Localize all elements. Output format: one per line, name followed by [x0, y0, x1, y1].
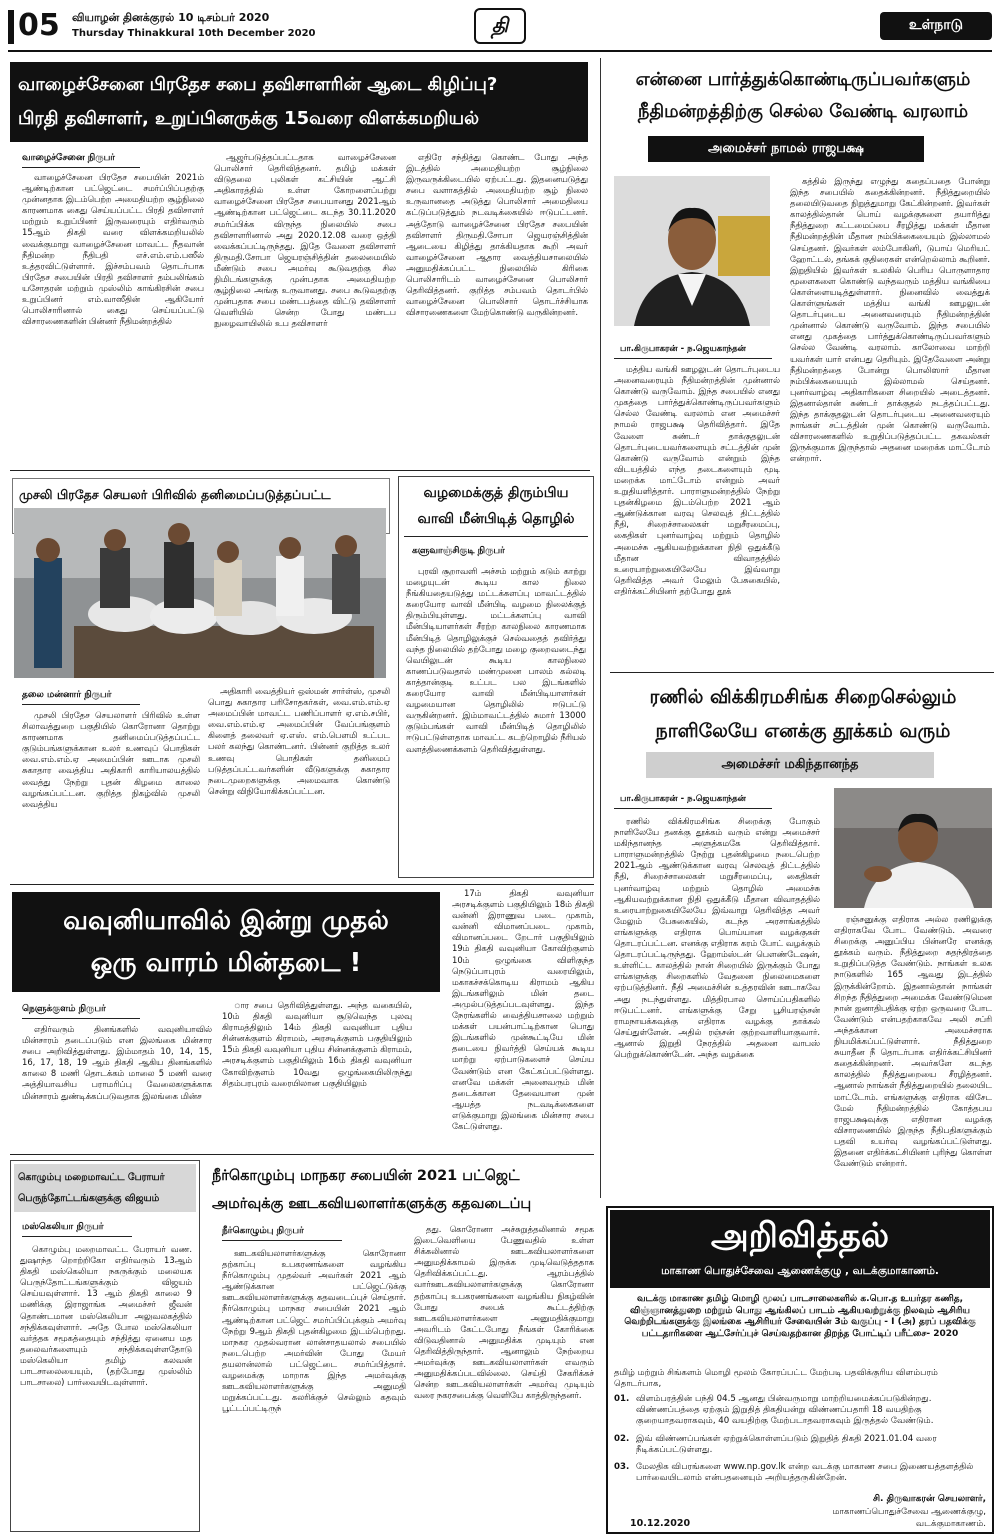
article3-col1: முசலி பிரதேச செயலாளர் பிரிவில் உள்ள சிலாவத்துறை பகுதியில் கொரோனா தொற்று காரணமாக தனிமைப்படுத்தப்பட்ட குடும்பங்களுக்கான உலர் உணவுப் பொதிகள் வை.எம்.எம்.ஏ அமைப்பின் ஊடாக முசலி சுகாதார வைத்திய அதிகாரி காரியாலயத்தில் வைத்து நேற்று புதன் கிழமை காலை வழங்கப்பட்டன. குறித்த நிகழ்வில் முசலி வைத்திய [22, 710, 200, 809]
notice-intro: தமிழ் மற்றும் சிங்களம் மொழி மூலம் கோரப்பட்ட மேற்படி பதவிக்குரிய விளம்பரம் தொடர்பாக, [614, 1368, 938, 1390]
article2-col2: கத்தில் இருந்து எழுந்து கதைப்பதை போன்று இந்த சபையில் கதைக்கின்றனர். நீதித்துறையில் தலையிடுவதை நிறுத்துமாறு கேட்கின்றனர். இவர்கள் காலத்தில்தான் பொய் வழக்குகளை தயாரித்து நீதித்துறை கட்டமைப்பை சீரழித்து மக்கள் மீதான நீதிமன்றத்தின் மீதான நம்பிக்கையையும் இல்லாமல் செய்தனர். இவர்கள் லம்போகினி, டுபாய் மெரியட் ஹோட்டல், தங்கக் குதிரைகள் என்றெல்லாம் கூறினர். இறுதியில் இவர்கள் உலகில் பெரிய பொருளாதார மூளைகளை கொண்டு வந்தவரும் மத்திய வங்கியை கொள்ளையடித்துள்ளார். நினைவில் வைத்துக் கொள்ளுங்கள் மத்திய வங்கி ஊழலுடன் தொடர்புடைய அனைவரையும் நீதிமன்றத்தின் முன்னால் கொண்டு வருவோம். இந்த சபையில் எனது முகத்தை பார்த்துக்கொண்டிருப்பவர்களும் செல்ல வேண்டி வரலாம். காலோவை மாற்றி யவர்கள் யார் என்பது தெரியும். இதேவேளை அன்று நீதிமன்றத்தை போன்று பொலிஸார் மீதான நம்பிக்கையையும் இல்லாமல் செய்தனர். புனர்வாழ்வு அதிகாரிகளை சிறையில் அடைத்தனர். இதனால்தான் சுண்டர் தாக்குதல் நடத்தப்பட்டது. இந்த தாக்குதலுடன் தொடர்புடைய அனைவரையும் நாங்கள் சட்டத்தின் முன் கொண்டு வருவோம். விசாரணைகளில் உறுதிப்படுத்தப்பட்ட தகவல்கள் இருக்குமாக இருந்தால் அதனை மறைக்க மாட்டோம் என்றார். [790, 176, 990, 464]
article6-top-rule [10, 884, 594, 885]
article3-byline-rule [22, 704, 140, 705]
article8-headline [212, 1162, 594, 1218]
article6-col2: ார சபை தெரிவித்துள்ளது. அந்த வகையில், 10ம் திகதி வவுனியா சூடுவெந்த புலவு கிராமத்திலும் 14ம் திகதி வவுனியா புதிய சின்னக்குளம் கிராமம், அரசடிக்குளம் பகுதியிலும் 15ம் திகதி வவுனியா புதிய சின்னக்குளம் கிராமம், அரசடிக்குளம் பகுதியிலும் 16ம் திகதி வவுனியா கோவிற்குளம் 10வது ஒழுங்கையிலிருந்து சிதம்பரபுரம் வரையிலான பகுதியிலும் [222, 1000, 412, 1088]
portrait-icon [834, 788, 992, 908]
article4-headline-line1: வழமைக்குத் திரும்பிய [423, 485, 569, 501]
article8-byline-rule [222, 1240, 342, 1241]
notice-subtitle: மாகாண பொதுச்சேவை ஆணைக்குழு , வடக்குமாகாணம். [661, 1265, 939, 1277]
article7-headline-line1: கொழும்பு மறைமாவட்ட பேராயர் [18, 1172, 165, 1183]
article8-headline-line1: நீர்கொழும்பு மாநகர சபையின் 2021 பட்ஜெட் [212, 1168, 520, 1184]
notice-title: அறிவித்தல் [710, 1216, 890, 1256]
group-photo-icon [14, 508, 386, 678]
food-distribution-photo [14, 508, 386, 678]
article5-headline-line2: நாளிலேயே எனக்கு தூக்கம் வரும் [655, 720, 951, 742]
masthead-rule [8, 50, 992, 52]
article4-headline-rule [404, 536, 588, 537]
article2-headline-line2: நீதிமன்றத்திற்கு செல்ல வேண்டி வரலாம் [637, 101, 969, 122]
article5-subhead [646, 752, 934, 778]
article6-byline-rule [22, 1018, 140, 1019]
article1-headline-line2: பிரதி தவிசாளர், உறுப்பினருக்கு 15வரை விளக்கமறியல் [18, 108, 480, 129]
article3-byline: தலை மன்னார் நிருபர் [22, 690, 112, 700]
article5-subhead-text: அமைச்சர் மகிந்தானந்த [721, 757, 859, 772]
section-label-text: உள்நாடு [908, 17, 964, 33]
article5-headline [612, 680, 994, 748]
notice-header [610, 1210, 990, 1288]
article5-caption-rule [614, 808, 772, 809]
article1-col1: வாழைச்சேனை பிரதேச சபையின் 2021ம் ஆண்டிற்கான பட்ஜெட்டை சமர்ப்பிப்பதற்கு முன்னதாக இடம்பெற்ற அமைதியற்ற சூழ்நிலை காரணமாக கைது செய்யப்பட்ட பிரதி தவிசாளர் மற்றும் உறுப்பினர் இருவரையும் எதிர்வரும் 15ஆம் திகதி வரை விளக்கமறியலில் வைக்குமாறு வாழைச்சேனை மாவட்ட நீதவான் நீதிமன்ற நீதிபதி எச்.எம்.எம்.பஸீல் உத்தரவிட்டுள்ளார். இச்சம்பவம் தொடர்பாக பிரதேச சபையின் பிரதி தவிசாளர் தம்பலிங்கம் யசோதரன் மற்றும் முஸ்லிம் காங்கிரசின் சபை உறுப்பினர் எம்.வாஸீதின் ஆகியோர் பொலிசாரினால் கைது செய்யப்பட்டு விசாரணைகளின் பின்னர் நீதிமன்றத்தில் [22, 172, 204, 327]
article1-headline-line1: வாழைச்சேனை பிரதேச சபை தவிசாளரின் ஆடை கிழிப்பு? [18, 74, 498, 95]
page-number-bar [8, 10, 14, 44]
article7-byline-rule [22, 1236, 132, 1237]
logo-text: தி [491, 12, 509, 37]
notice-item-3-text: மேலதிக விபரங்களை www.np.gov.lk என்ற வடக்கு மாகாண சபை இணையத்தளத்தில் பார்வையிடலாம் என்பதனையும் அறியத்தருகின்றேன். [636, 1462, 974, 1484]
article1-col3: எதிரே சந்தித்து கொண்ட போது அந்த இடத்தில் அமைதியற்ற சூழ்நிலை இருவருக்கிடையில் ஏற்பட்டது. இதனையடுத்து சபை வளாகத்தில் அமைதியற்ற சூழ் நிலை உருவானதை அடுத்து பொலிசார் அமைதியை கட்டுப்படுத்தும் நடவடிக்கையில் ஈடுபட்டனர். அத்தோடு வாழைச்சேனை பிரதேச சபையின் தவிசாளர் திருமதி.சோபா ஜெயரஞ்சித்தின் ஆடையை கிழித்து தாக்கியதாக கூறி அவர் வாழைச்சேனை ஆதார வைத்தியசாலையில் அனுமதிக்கப்பட்ட நிலையில் கிரிகை பொலிசாரிடம் வாழைச்சேனை பொலிசார் தெரிவித்தனர். குறித்த சம்பவம் தொடர்பில் வாழைச்சேனை பொலிசார் தொடர்ச்சியாக விசாரணைகளை மேற்கொண்டு வருகின்றனர். [406, 152, 588, 318]
notice-signatory: சி. திருவாகரன் செயலாளர், [872, 1494, 986, 1504]
notice-date: 10.12.2020 [630, 1518, 691, 1529]
notice-item-3-number: 03. [614, 1462, 630, 1472]
section-label [880, 12, 992, 40]
logo [474, 8, 526, 44]
notice-item-1-number: 01. [614, 1394, 630, 1404]
article4-byline: களுவாஞ்சிகுடி நிருபர் [412, 546, 505, 556]
notice-office-line2: வடக்குமாகாணம். [915, 1519, 986, 1529]
article7-headline-line2: பெருந்தோட்டங்களுக்கு விஜயம் [18, 1193, 160, 1204]
notice-item-3 [614, 1462, 986, 1484]
notice-item-2-text: இவ் விண்ணப்பங்கள் ஏற்றுக்கொள்ளப்படும் இறுதித் திகதி 2021.01.04 வரை நீடிக்கப்பட்டுள்ளது. [636, 1434, 937, 1456]
notice-item-2 [614, 1434, 986, 1456]
article8-col2: தது. கொரோனா அச்சுறுத்தலினால் சமூக இடைவெளியை பேணுவதில் உள்ள சிக்கலினால் ஊடகவியலாளர்களை அனுமதிக்காமல் இருக்க முடிவெடுத்ததாக தெரிவிக்கப்பட்டது. ஆரம்பத்தில் வார்ஊடகவியலாளர்களுக்கு கொரோனா தற்காப்பு உபகரணங்களை வழங்கிய நிகழ்வின் போது சபைக் கூட்டத்திற்கு ஊடகவியலாளர்களை அனுமதிக்குமாறு அவரிடம் கேட்டபோது நீங்கள் கோரிக்கை விடுவதினால் அனுமதிக்க முடியும் என தெரிவித்திருந்தார். ஆனாலும் நேற்றைய அமர்வுக்கு ஊடகவியலாளர்கள் எவரும் அனுமதிக்கப்படவில்லை. செய்தி சேகரிக்கச் சென்ற ஊடகவியலாளர்கள் அமர்வு முடியும் வரை நகரசபைக்கு வெளியே காத்திருந்தனர். [414, 1224, 594, 1401]
article1-byline: வாழைச்சேனை நிருபர் [22, 153, 116, 163]
article4-text: புரவி சூறாவளி அச்சம் மற்றும் கடும் காற்று மழையுடன் கூடிய கால நிலை நீங்கியதையடுத்து மட்டக்களப்பு மாவட்டத்தில் கரையோர வாவி மீன்பிடி வழமை நிலைக்குத் திரும்பியுள்ளது. மட்டக்களப்பு வாவி மீன்பிடியாளர்கள் சீரற்ற காலநிலை காரணமாக மீன்பிடித் தொழிலுக்குச் செல்வதைத் தவிர்த்து வந்த நிலையில் தற்போது மழை குறைவடைந்து வெயிலுடன் கூடிய காலநிலை காணப்படுவதால் மண்முனை பாலம் கல்லடி காத்தான்குடி உட்பட பல இடங்களில் கரையோர வாவி மீன்பிடியாளர்கள் வழமையான தொழிலில் ஈடுபட்டு வருகின்றனர். இம்மாவட்டத்தில் சுமார் 13000 குடும்பங்கள் வாவி மீன்பிடித் தொழிலில் ஈடுபட்டுள்ளதாக மாவட்ட கடற்றொழில் நீரியல் வளத்திணைக்களம் தெரிவித்துள்ளது. [406, 566, 586, 754]
notice-office-line1: மாகாணப்பொதுச்சேவை ஆணைக்குழு, [832, 1507, 986, 1517]
article5-col2: ரஞ்சனுக்கு எதிராக அல்ல ரணிலுக்கு எதிராகவே போட வேண்டும். அவரை சிறைக்கு அனுப்பிய பின்னரே எனக்கு தூக்கம் வரும். நீதித்துறை சுதந்திரத்தை உறுதிப்படுத்த வேண்டும். நாங்கள் உலக நாடுகளில் 165 ஆவது இடத்தில் இருக்கின்றோம். இதனால்தான் நாங்கள் சிறந்த நீதித்துறை அமைக்க வேண்டுமென நான் ஐனாதிபதிக்கு ஏற்ற ஒருவரை போட வேண்டும் என்பதற்காகவே அலி சப்ரி அந்தக்கான அமைச்சராக நியமிக்கப்பட்டுள்ளார். நீதித்துறை சுயாதீன நீ தொடர்பாக எதிர்க்கட்சியினர் கதைக்கின்றனர். அவர்களே கடந்த காலத்தில் நீதித்துறையை சீரழித்தனர். ஆனால் நாங்கள் நீதித்துறையில் தலையிட மாட்டோம். எங்களுக்கு எதிராக விசேட மேல் நீதிமன்றத்தில் கோத்தபய ராஜபக்ஷவுக்கு எதிரான வழக்கு விசாரணையில் இருந்த நீதிபதிகளுக்கும் பதவி உயர்வு வழங்கப்பட்டுள்ளது. இதனை எதிர்க்கட்சியினர் புரிந்து கொள்ள வேண்டும் என்றார். [834, 914, 992, 1169]
portrait-icon [614, 176, 770, 326]
article5-caption: பா.கிருபாகரன் - ந.ஜெயகாந்தன் [620, 794, 746, 804]
notice-item-1 [614, 1394, 986, 1428]
article1-bottom-rule [10, 470, 590, 471]
article2-subhead [648, 136, 924, 162]
article1-headline [10, 62, 588, 142]
article6-byline: நெளுக்குளம் நிருபர் [22, 1004, 106, 1014]
notice-item-2-number: 02. [614, 1434, 630, 1444]
article2-bottom-rule [610, 672, 994, 673]
mahindananda-photo [834, 788, 992, 908]
notice-lead: வடக்கு மாகாண தமிழ் மொழி மூலப் பாடசாலைகளில் க.பொ.த உயர்தர கணித, விஞ்ஞானத்துறை மற்றும் பொது ஆங்கிலப் பாடம் ஆகியவற்றுக்கு நிலவும் ஆசிரிய வெற்றிடங்களுக்கு இலங்கை ஆசிரியர் சேவையின் 3ம் வகுப்பு - I (அ) தரப் பதவிக்கு பட்டதாரிகளை ஆட்சேர்ப்புச் செய்வதற்கான திறந்த போட்டிப் பரீட்சை- 2020 [624, 1294, 976, 1340]
date-english: Thursday Thinakkural 10th December 2020 [72, 28, 316, 39]
date-tamil: வியாழன் தினக்குரல் 10 டிசம்பர் 2020 [72, 11, 270, 24]
article6-bottom-rule [10, 1154, 594, 1155]
article8-col1: ஊடகவியலாளர்களுக்கு கொரோனா தற்காப்பு உபகரணங்களை வழங்கிய நீர்கொழும்பு முதல்வர் அவர்கள் 2021 ஆம் ஆண்டுக்கான பட்ஜெட்டுக்கு ஊடகவியலாளர்களுக்கு கதவடைப்புச் செய்தார். நீர்கொழும்பு மாநகர சபையின் 2021 ஆம் ஆண்டிற்கான பட்ஜெட் சமர்ப்பிப்புக்கும் அமர்வு நேற்று 9ஆம் திகதி புதன்கிழமை இடம்பெற்றது. மாநகர முதல்வரான லான்சாதயலால் சபையில் நடைபெற்ற அமர்வின் போது மேயர் தயலான்லால் பட்ஜெட்டை சமர்ப்பித்தார். வழமைக்கு மாறாக இந்த அமர்வுக்கு ஊடகவியலாளர்களுக்கு அனுமதி மறுக்கப்பட்டது. கலரிக்குச் செல்லும் கதவும் பூட்டப்பட்டிருந் [222, 1248, 406, 1414]
article7-text: கொழும்பு மறைமாவட்ட பேராயர் வண. துஷாந்த றொற்றிகோ எதிர்வரும் 13ஆம் திகதி மஸ்கெலியா நகருக்கும் மலையக பெருந்தோட்டங்களுக்கும் விஜயம் செய்யவுள்ளார். 13 ஆம் திகதி காலை 9 மணிக்கு இராஜாங்க அமைச்சர் ஜீவன் தொண்டமான மஸ்கெலியா அலுவலகத்தில் சந்திக்கவுள்ளார். அதே போல மஸ்கெலியா வர்த்தக சமூகத்தையும் சந்தித்து ஏனைய மத தலைவர்களையும் சந்திக்கவுள்ளதோடு மஸ்கெலியா தமிழ் கலவன் பாடசாலையையும், (தற்போது முஸ்லிம் பாடசாலை) பார்வையிடவுள்ளார். [20, 1244, 192, 1388]
article3-headline-line1: முசலி பிரதேச செயலர் பிரிவில் தனிமைப்படுத்தப்பட்ட [19, 487, 331, 502]
article2-subhead-text: அமைச்சர் நாமல் ராஜபக்ஷ [708, 141, 864, 156]
article2-headline-line1: என்னை பார்த்துக்கொண்டிருப்பவர்களும் [635, 69, 971, 90]
article4-headline-line2: வாவி மீன்பிடித் தொழில் [417, 511, 575, 527]
article8-headline-line2: அமர்வுக்கு ஊடகவியலாளர்களுக்கு கதவடைப்பு [212, 1196, 532, 1212]
article6-col1: எதிர்வரும் தினங்களில் வவுனியாவில் மின்சாரம் தடைப்படும் என இலங்கை மின்சார சபை அறிவித்துள்ளது. இம்மாதம் 10, 14, 15, 16, 17, 18, 19 ஆம் திகதி ஆகிய தினங்களில் காலை 8 மணி தொடக்கம் மாலை 5 மணி வரை அத்தியாவசிய பராமரிப்பு வேலைகளுக்காக மின்சாரம் துண்டிக்கப்படுவதாக இலங்கை மின்ச [22, 1024, 212, 1101]
article7-headline [14, 1164, 196, 1212]
article6-col3: 17ம் திகதி வவுனியா அரசடிக்குளம் பகுதியிலும் 18ம் திகதி வன்னி இராணுவ படை முகாம், வன்னி விமானப்படை முகாம், விமானப்படை றேடார் பகுதியிலும் 19ம் திகதி வவுனியா கோவிற்குளம் 10ம் ஒழுங்கை விளிகுந்த நெடுப்பாபுரம் வரையிலும், மகாகச்சக்கொடிய கிராமம் ஆகிய இடங்களிலும் மின் தடை அமுல்படுத்தப்படவுள்ளது. இந்த நேரங்களில் வைத்தியசாலை மற்றும் மக்கள் பயன்பாட்டிற்கான பொது இடங்களில் முன்கூட்டியே மின் தடையை நிவர்த்தி செய்யக் கூடிய மாற்று ஏற்பாடுகளைச் செய்ய வேண்டும் என கேட்கப்பட்டுள்ளது. எனவே மக்கள் அனைவரும் மின் தடைக்கான தேவையான முன் ஆயத்த நடவடிக்கைகளை எடுக்குமாறு இலங்கை மின்சார சபை கேட்டுள்ளது. [452, 888, 594, 1131]
notice-item-1-text: விளம்பரத்தின் பந்தி 04.5 ஆனது பின்வருமாறு மாற்றியமைக்கப்படுகின்றது. விண்ணப்பத்தை ஏற்கும் இறுதித் திகதியன்று விண்ணப்பதாரி 18 வயதிற்கு குறையாதவராகவும், 40 வயதிற்கு மேற்படாதவராகவும் இருத்தல் வேண்டும். [636, 1394, 934, 1427]
article8-byline: நீர்கொழும்பு நிருபர் [222, 1226, 304, 1236]
namal-rajapaksa-photo [614, 176, 770, 326]
article5-col1: ரணில் விக்கிரமசிங்க சிறைக்கு போகும் நாளிலேயே தனக்கு தூக்கம் வரும் என்று அமைச்சர் மகிந்தானந்த அளுத்கமகே தெரிவித்தார். பாராளுமன்றத்தில் நேற்று புதன்கிழமை நடைபெற்ற 2021ஆம் ஆண்டுக்கான வரவு செலவுத் திட்டத்தில் நீதி, சிறைச்சாலைகள் மறுசீரமைப்பு, கைதிகள் புனர்வாழ்வு மற்றும் தொழில் அமைச்சு ஆகியவற்றுக்கான நிதி ஒதுக்கீடு மீதான விவாதத்தில் உரையாற்றுகையிலேயே இவ்வாறு தெரிவித்த அவர் மேலும் பேசுகையில், கடந்த அரசாங்கத்தில் எங்களுக்கு எதிராக பொய்யான வழக்குகள் தொடரப்பட்டன. எனக்கு எதிராக கரம் போட் வழக்கும் தொடரப்பட்டிருந்தது. ஹோம்ஸ்டன் பௌண்டேஷன், உள்ளிட்ட காலத்தில் நான் சிறையில் இருக்கும் போது எங்களுக்கு சிறைகளில் வேதனை நிலைமைகளை ஏற்படுத்தினர். நீதி அமைச்சின் உத்தரவின் ஊடாகவே அது நடந்துள்ளது. மித்திரபால சொய்ப்பதிகளில் ஈடுபட்டனர். எங்களுக்கு சேறு பூசியரஞ்சன் ராமநாயக்கவுக்கு எதிராக வழக்கு தாக்கல் செய்துள்ளேன். அதில் ரஞ்சன் குற்றவாளியாகுவார். ஆனால் இறுதி நேரத்தில் அதனை வாபஸ் பெற்றுக்கொண்டேன். அந்த வழக்கை [614, 816, 820, 1059]
article2-headline [612, 64, 994, 128]
article6-headline-line1: வவுனியாவில் இன்று முதல் [63, 906, 389, 936]
page-number: 05 [18, 8, 60, 43]
article1-col2: ஆஜர்படுத்தப்பட்டதாக வாழைச்சேனை பொலிசார் தெரிவித்தனர். தமிழ் மக்கள் விடுதலை புலிகள் கட்சியின் ஆட்சி அதிகாரத்தில் உள்ள கோறளைப்பற்று வாழைச்சேனை பிரதேச சபையானது 2021ஆம் ஆண்டிற்கான பட்ஜெட்டை கடந்த 30.11.2020 சமர்ப்பிக்க விருந்த நிலையில் சபை தவிசாளரினால் அது 2020.12.08 வரை ஒத்தி வைக்கப்பட்டிருந்தது. இதே வேளை தவிசாளர் திருமதி.சோபா ஜெயரஞ்சித்தின் தலைமையில் மீண்டும் சபை அமர்வு கூடுவதற்கு சில நிமிடங்களுக்கு முன்பதாக அமைதியற்ற சூழ்நிலை அங்கு உருவானது. சபை கூடுவதற்கு முன்பதாக சபை மண்டபத்தை விட்டு தவிசாளர் வெளியில் சென்ற போது மண்டப நுழைவாயிலில் உப தவிசாளர் [214, 152, 396, 329]
column-divider [600, 58, 601, 1198]
article5-headline-line1: ரணில் விக்கிரமசிங்க சிறைசெல்லும் [649, 686, 957, 708]
article7-byline: மஸ்கெலியா நிருபர் [22, 1222, 104, 1232]
article6-headline [12, 892, 440, 992]
article2-caption-rule [614, 358, 772, 359]
article2-caption: பா.கிருபாகரன் - ந.ஜெயகாந்தன் [620, 344, 746, 354]
article4-headline [404, 480, 588, 532]
masthead [0, 0, 1000, 52]
article6-headline-line2: ஒரு வாரம் மின்தடை ! [90, 948, 362, 978]
article2-col1: மத்திய வங்கி ஊழலுடன் தொடர்புடைய அனைவரையும் நீதிமன்றத்தின் முன்னால் கொண்டு வருவோம். இந்த சபையில் எனது முகத்தை பார்த்துக்கொண்டிருப்பவர்களும் செல்ல வேண்டி வரலாம் என அமைச்சர் நாமல் ராஜபக்ஷ தெரிவித்தார். இதே வேளை சுண்டர் தாக்குதலுடன் தொடர்புடையவர்களையும் சட்டத்தின் முன் கொண்டு வருவோம் என்றும் இந்த விடயத்தில் எந்த தடைகளையும் மூடி மறைக்க மாட்டோம் என்றும் அவர் உறுதியளித்தார். பாராளுமன்றத்தில் நேற்று புதன்கிழமை இடம்பெற்ற 2021 ஆம் ஆண்டுக்கான வரவு செலவுத் திட்டத்தில் நீதி, சிறைச்சாலைகள் மறுசீரமைப்பு, கைதிகள் புனர்வாழ்வு மற்றும் தொழில் அமைச்சு ஆகியவற்றுக்கான நிதி ஒதுக்கீடு மீதான விவாதத்தில் உரையாற்றுகையிலேயே இவ்வாறு தெரிவித்த அவர் மேலும் பேசுகையில், எதிர்க்கட்சியினர் தற்போது தூக் [614, 364, 780, 596]
article3-col2: அதிகாரி வைத்தியர் ஒஸ்மன் சார்ள்ஸ், முசலி பொது சுகாதார பரிசோதகர்கள், வை.எம்.எம்.ஏ அமைப்பின் மாவட்ட பணிப்பாளர் ஏ.எம்.சபிர், வை.எம்.எம்.ஏ அமைப்பின் வேப்பங்குளம் கிளைத் தலைவர் ஏ.எஸ். எம்.பௌமி உட்பட பலர் கலந்து கொண்டனர். பின்னர் குறித்த உலர் உணவு பொதிகள் தனிமைப் படுத்தப்பட்டவர்களின் வீடுகளுக்கு சுகாதார நடைமுறைகளுக்கு அமைவாக கொண்டு சென்று விநியோகிக்கப்பட்டன. [208, 686, 390, 796]
article1-byline-rule [22, 167, 140, 168]
